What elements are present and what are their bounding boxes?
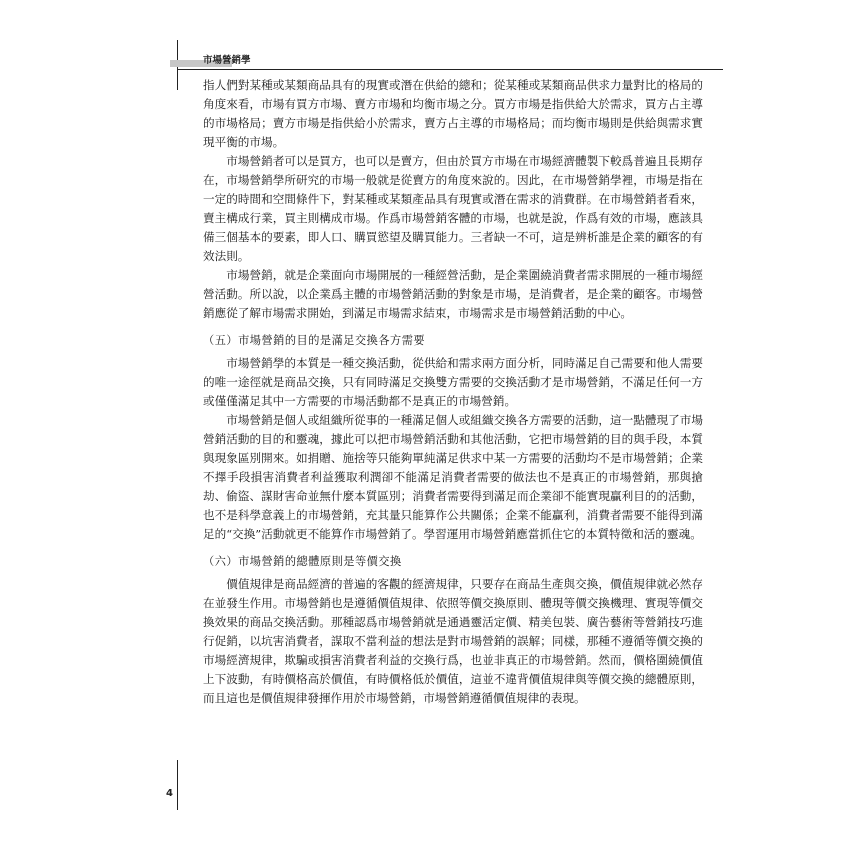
paragraph: 市場營銷者可以是買方，也可以是賣方，但由於買方市場在市場經濟體製下較爲普遍且長期存在，市場營銷學所研究的市場一般就是從賣方的角度來說的。因此，在市場營銷學裡，市場是指在一定的時間和空間條件下，對某種或某類產品具有現實或潛在需求的消費群。在市場營銷者看來，賣主構成行業，買主則構成市場。作爲市場營銷客體的市場，也就是說，作爲有效的市場，應該具備三個基本的要素，即人口、購買慾望及購買能力。三者缺一不可，這是辨析誰是企業的顧客的有效法則。	[203, 154, 703, 263]
paragraph: 市場營銷是個人或組織所從事的一種滿足個人或組織交換各方需要的活動，這一點體現了市場營銷活動的目的和靈魂，據此可以把市場營銷活動和其他活動，它把市場營銷的目的與手段，本質與現象區別開來。如捐贈、施捨等只能夠單純滿足供求中某一方需要的活動均不是市場營銷；企業不擇手段損害消費者利益獲取利潤卻不能滿足消費者需要的做法也不是真正的市場營銷，那與搶劫、偷盜、謀財害命並無什麼本質區別；消費者需要得到滿足而企業卻不能實現贏利目的的活動，也不是科學意義上的市場營銷，充其量只能算作公共關係；企業不能贏利，消費者需要不能得到滿足的“交換”活動就更不能算作市場營銷了。學習運用市場營銷應當抓住它的本質特徵和活的靈魂。	[203, 413, 703, 541]
paragraph: 市場營銷學的本質是一種交換活動，從供給和需求兩方面分析，同時滿足自己需要和他人需要的唯一途徑就是商品交換，只有同時滿足交換雙方需要的交換活動才是市場營銷，不滿足任何一方或僅僅滿足其中一方需要的市場活動都不是真正的市場營銷。	[203, 356, 703, 408]
paragraph-continued: 指人們對某種或某類商品具有的現實或潛在供給的總和；從某種或某類商品供求力量對比的格局的角度來看，市場有買方市場、賣方市場和均衡市場之分。買方市場是指供給大於需求，買方占主導的市場格局；賣方市場是指供給小於需求，賣方占主導的市場格局；而均衡市場則是供給與需求實現平衡的市場。	[203, 78, 703, 149]
header-horizontal-rule	[177, 69, 723, 70]
section-heading-6: （六）市場營銷的總體原則是等價交換	[203, 555, 402, 568]
paragraph: 市場營銷，就是企業面向市場開展的一種經營活動，是企業圍繞消費者需求開展的一種市場經營活動。所以說，以企業爲主體的市場營銷活動的對象是市場，是消費者，是企業的顧客。市場營銷應從了解市場需求開始，到滿足市場需求結束，市場需求是市場營銷活動的中心。	[203, 268, 703, 320]
paragraph: 價值規律是商品經濟的普遍的客觀的經濟規律，只要存在商品生產與交換，價值規律就必然存在並發生作用。市場營銷也是遵循價值規律、依照等價交換原則、體現等價交換機理、實現等價交換效果的商品交換活動。那種認爲市場營銷就是通過靈活定價、精美包裝、廣告藝術等營銷技巧進行促銷，以坑害消費者，謀取不當利益的想法是對市場營銷的誤解；同樣，那種不遵循等價交換的市場經濟規律，欺騙或損害消費者利益的交換行爲，也並非真正的市場營銷。然而，價格圍繞價值上下波動，有時價格高於價值，有時價格低於價值，這並不違背價值規律與等價交換的總體原則，而且這也是價值規律發揮作用於市場營銷，市場營銷遵循價值規律的表現。	[203, 577, 703, 705]
running-header-title: 市場營銷學	[203, 55, 251, 66]
section-heading-5: （五）市場營銷的目的是滿足交換各方需要	[203, 334, 426, 347]
body-text	[203, 76, 703, 708]
page-number: 4	[166, 788, 173, 799]
footer-vertical-rule	[177, 760, 178, 810]
